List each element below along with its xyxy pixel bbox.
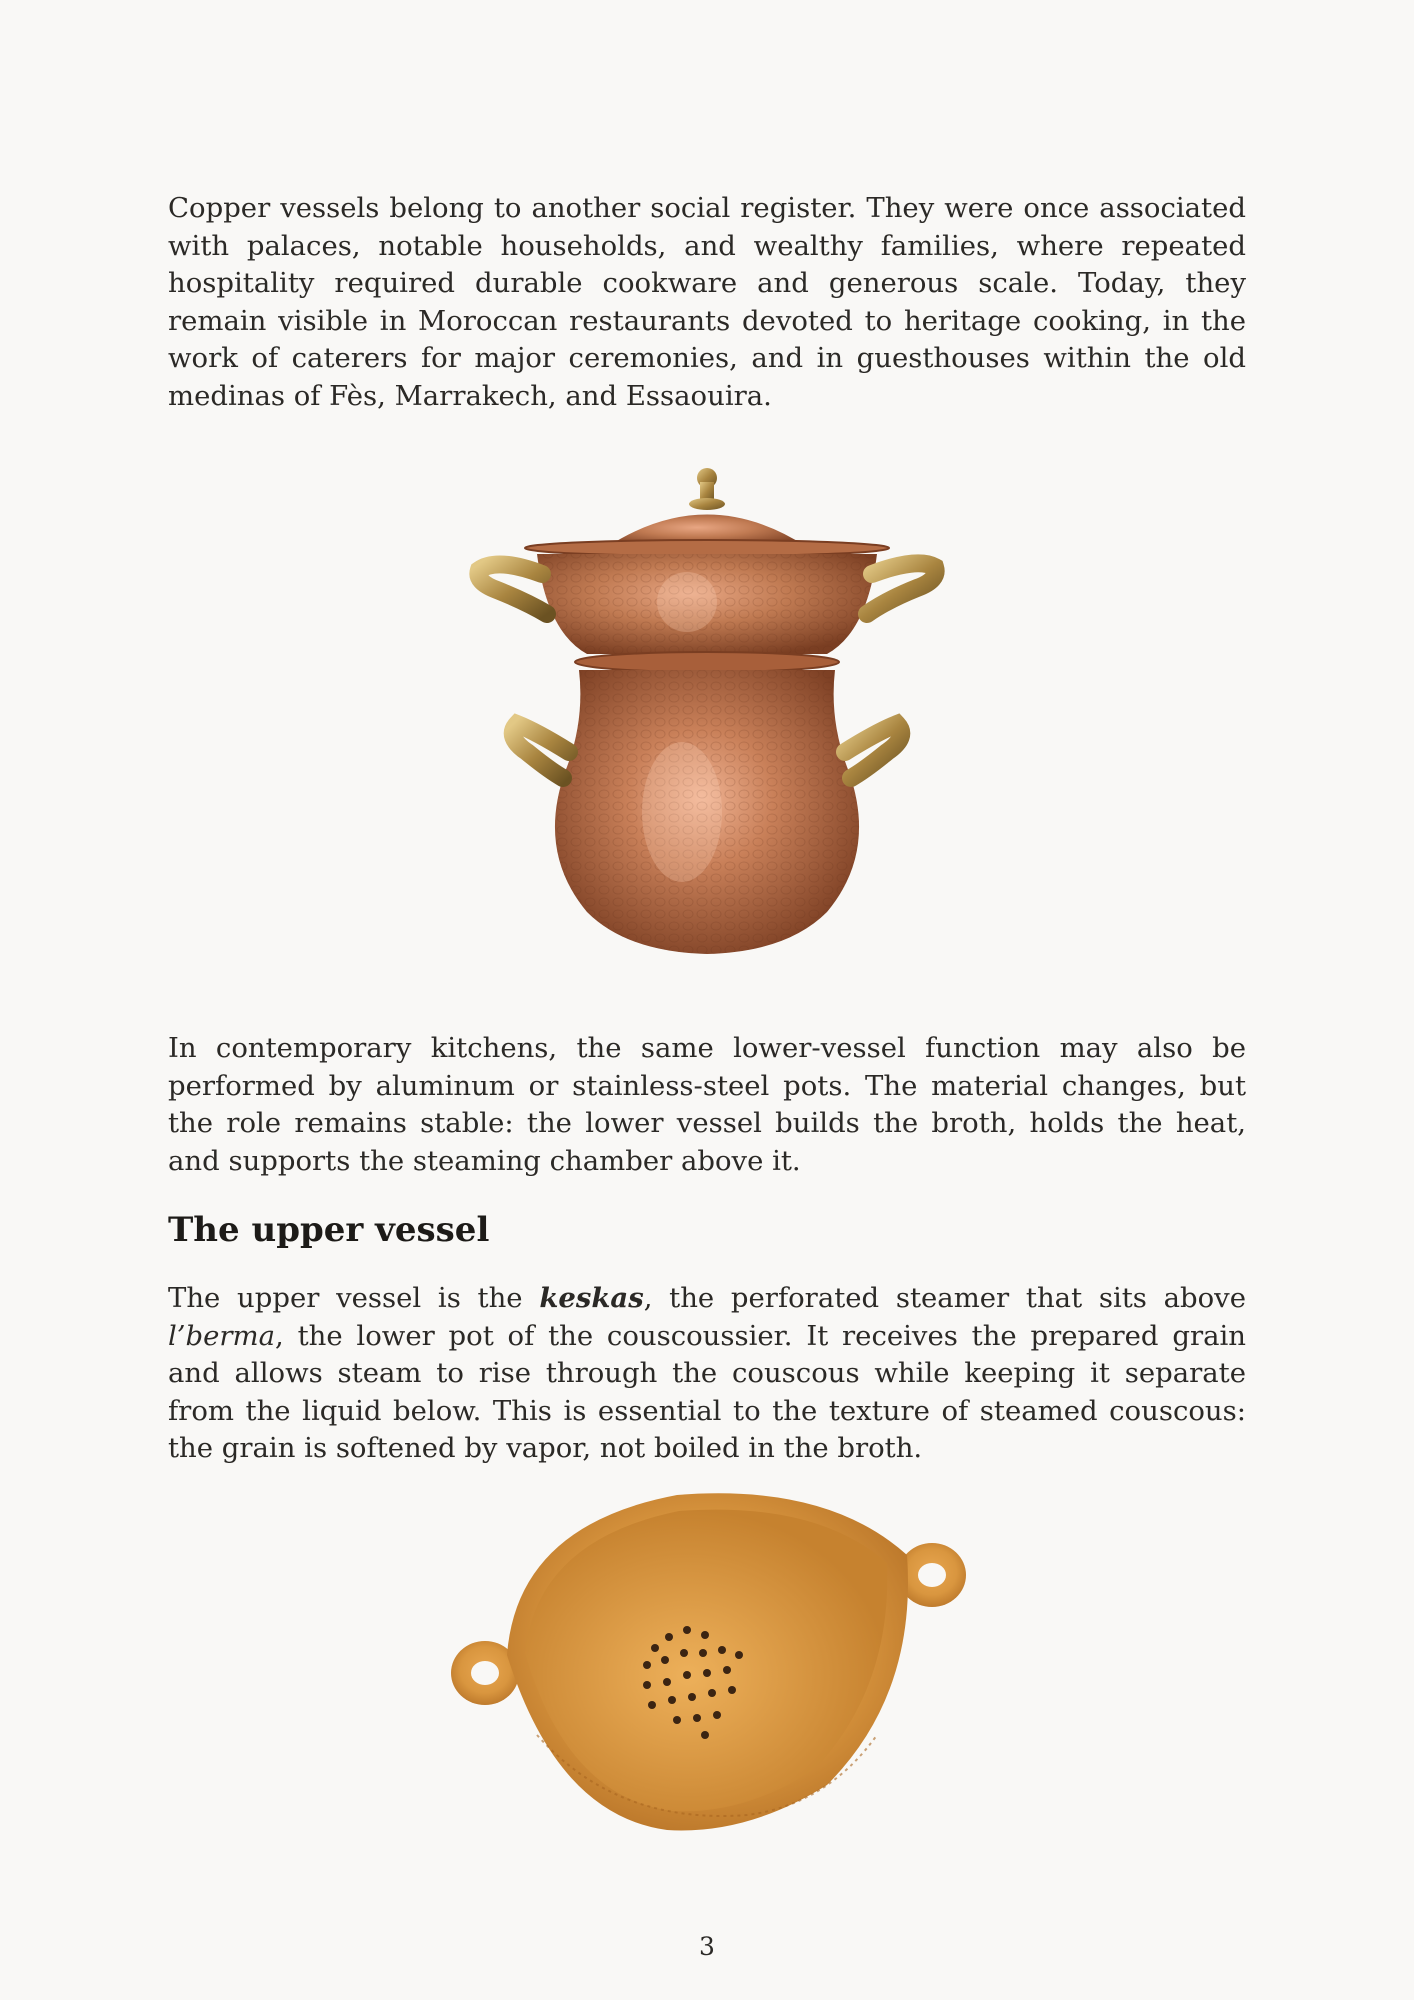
paragraph-contemporary-kitchens: In contemporary kitchens, the same lower-vessel function may also be performed by aluminum or stainless-steel pots. The material changes, but the role remains stable: the lower vessel builds the broth, holds the heat, and supports the steaming chamber above it. xyxy=(168,1032,1246,1177)
paragraph-text-a: The upper vessel is the xyxy=(168,1282,540,1314)
paragraph-text-c: , the lower pot of the couscoussier. It receives the prepared grain and allows steam to rise through the couscous while keeping it separate from the liquid below. This is essential to the texture of steamed couscous: the grain is softened by vapor, not boiled in the broth. xyxy=(168,1319,1246,1464)
section-heading: The upper vessel xyxy=(168,1210,490,1250)
paragraph-text-b: , the perforated steamer that sits above xyxy=(643,1282,1246,1314)
paragraph-copper-vessels: Copper vessels belong to another social register. They were once associated with palaces, notable households, and wealthy families, where repeated hospitality required durable cookware and generous scale. Today, they remain visible in Moroccan restaurants devoted to heritage cooking, in the work of caterers for major ceremonies, and in guesthouses within the old medinas of Fès, Marrakech, and Essaouira. xyxy=(168,192,1246,412)
page-number: 3 xyxy=(699,1932,715,1961)
clay-keskas-image xyxy=(447,1485,967,1845)
term-lberma: l’berma xyxy=(168,1319,276,1352)
clay-keskas-figure xyxy=(168,1485,1246,1845)
copper-couscoussier-figure xyxy=(168,452,1246,962)
term-keskas: keskas xyxy=(539,1282,644,1314)
copper-couscoussier-image xyxy=(457,452,957,962)
paragraph-upper-vessel xyxy=(168,1280,1246,1468)
